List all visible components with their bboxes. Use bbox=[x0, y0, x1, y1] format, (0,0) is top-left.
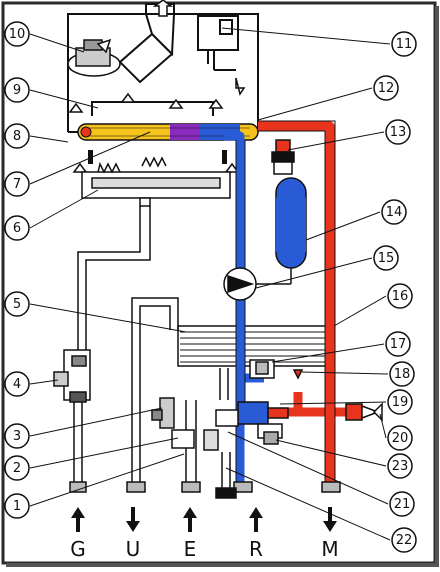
electrode-right bbox=[222, 150, 227, 164]
pump bbox=[224, 268, 256, 300]
callout-7: 7 bbox=[12, 177, 22, 192]
connection-g: G bbox=[70, 537, 86, 561]
connection-e: E bbox=[183, 537, 197, 561]
callout-23: 23 bbox=[391, 459, 409, 474]
callout-19: 19 bbox=[391, 395, 409, 410]
callout-15: 15 bbox=[377, 251, 395, 266]
callout-8: 8 bbox=[12, 129, 22, 144]
callout-13: 13 bbox=[389, 125, 407, 140]
callout-11: 11 bbox=[395, 37, 413, 52]
callout-2: 2 bbox=[12, 461, 22, 476]
connection-u: U bbox=[125, 537, 141, 561]
callout-22: 22 bbox=[395, 533, 413, 548]
callout-18: 18 bbox=[393, 367, 411, 382]
connection-m: M bbox=[321, 537, 339, 561]
callout-5: 5 bbox=[12, 297, 22, 312]
callout-20: 20 bbox=[391, 431, 409, 446]
callout-21: 21 bbox=[393, 497, 411, 512]
callout-6: 6 bbox=[12, 221, 22, 236]
callout-14: 14 bbox=[385, 205, 403, 220]
frame-shadow-right bbox=[435, 6, 439, 564]
callout-10: 10 bbox=[8, 27, 26, 42]
callout-9: 9 bbox=[12, 83, 22, 98]
callout-16: 16 bbox=[391, 289, 409, 304]
air-vent bbox=[272, 140, 294, 174]
callout-1: 1 bbox=[12, 499, 22, 514]
frame-shadow-bottom bbox=[6, 563, 439, 567]
callout-17: 17 bbox=[389, 337, 407, 352]
callout-3: 3 bbox=[12, 429, 22, 444]
connection-r: R bbox=[249, 537, 263, 561]
callout-4: 4 bbox=[12, 377, 22, 392]
callout-12: 12 bbox=[377, 81, 395, 96]
